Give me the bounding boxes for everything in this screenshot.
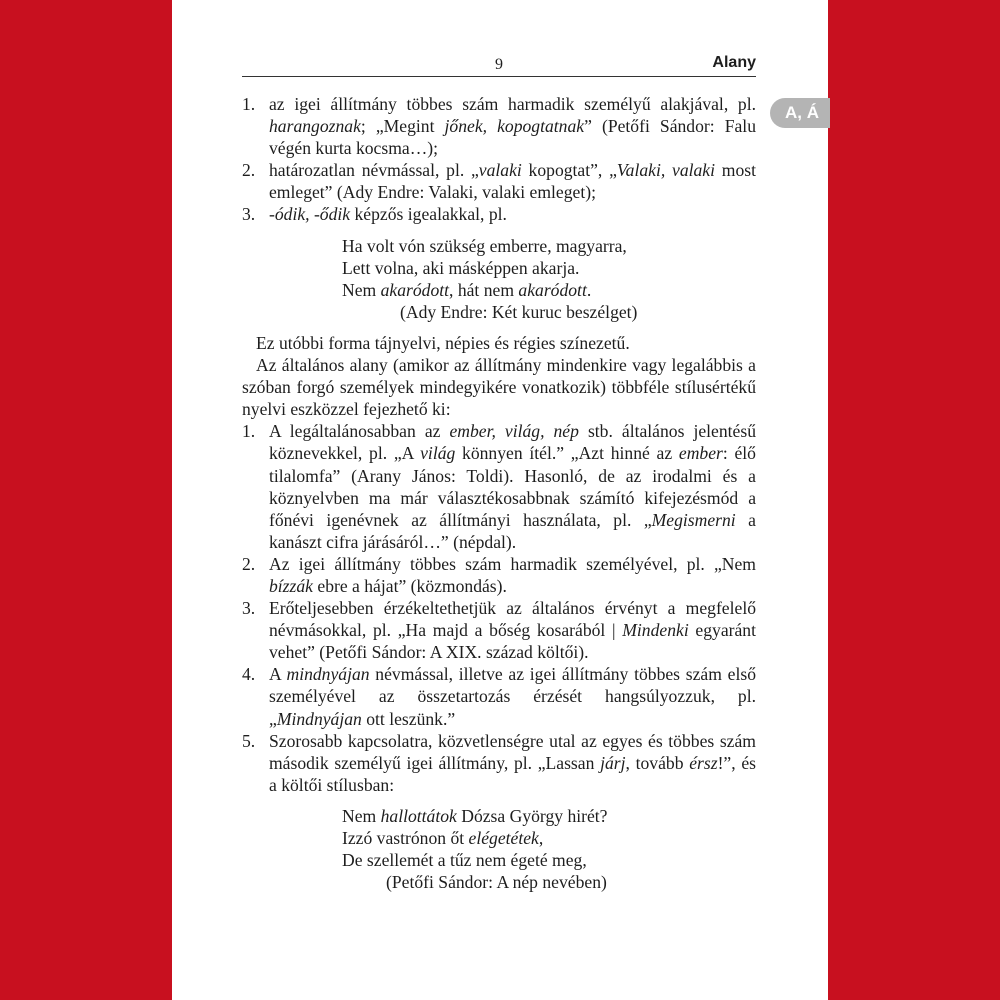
text-run: Erőteljesebben érzékeltethetjük az általános érvényt a megfelelő névmásokkal, pl. „Ha majd a bőség kosarából | — [269, 598, 756, 641]
list-number: 3. — [242, 598, 256, 619]
text-run: stb. általános jelentésű köznevekkel, pl. „A — [269, 421, 756, 464]
list-item — [242, 553, 756, 597]
text-run: ott leszünk.” — [361, 708, 456, 729]
text-run: Nem — [342, 279, 381, 300]
text-run: Az igei állítmány többes szám harmadik személyével, pl. „Nem — [269, 553, 756, 574]
verse-attribution: (Petőfi Sándor: A nép nevében) — [386, 872, 607, 893]
paragraph: Az általános alany (amikor az állítmány mindenkire vagy legalábbis a szóban forgó személyek mindegyikére vonatkozik) többféle stílusértékű nyelvi eszközzel fejezhető ki: — [242, 355, 756, 420]
text-run: könnyen ítél.” „Azt hinné az — [455, 443, 679, 464]
paragraph: Ez utóbbi forma tájnyelvi, népies és régies színezetű. — [256, 332, 630, 353]
page-number: 9 — [495, 56, 503, 73]
list-item — [242, 663, 756, 729]
italic-run: harangoznak — [269, 116, 361, 137]
text-run: névmással, illetve az igei állítmány többes szám első személyével az összetartozás érzését hangsúlyozzuk, pl. „ — [269, 664, 756, 729]
italic-run: bízzák — [269, 575, 313, 596]
page-content — [242, 93, 756, 893]
text-run: Szorosabb kapcsolatra, közvetlenségre utal az egyes és többes szám második személyű igei állítmány, pl. „Lassan — [269, 730, 756, 773]
section-title: Alany — [712, 54, 756, 71]
italic-run: Mindnyájan — [276, 708, 362, 729]
list-item — [242, 730, 756, 796]
chapter-tab[interactable]: A, Á — [770, 98, 830, 128]
list-item — [242, 159, 756, 203]
text-run: , — [538, 828, 544, 848]
text-run: határozatlan névmással, pl. „ — [269, 160, 479, 181]
italic-run: mindnyájan — [286, 664, 370, 685]
text-run: egyaránt vehet” (Petőfi Sándor: A XIX. század költői). — [269, 620, 756, 663]
list-number: 1. — [242, 94, 256, 114]
italic-run: hallottátok — [380, 805, 457, 826]
text-run: !”, és a költői stílusban: — [269, 752, 756, 795]
text-run: : élő tilalomfa” (Arany János: Toldi). Hasonló, de az irodalmi és a köznyelvben ma már választékosabbnak számító kifejezésmód a főnévi igenévnek az állítmányi használata, pl. „ — [269, 443, 756, 530]
verse-line — [342, 257, 756, 279]
list-item — [242, 420, 756, 553]
text-run: . — [586, 279, 592, 300]
text-run: képzős igealakkal, pl. — [350, 204, 507, 225]
verse-line — [342, 805, 756, 827]
list-item — [242, 203, 756, 225]
list-item — [242, 597, 756, 663]
text-run: Ha volt vón szükség emberre, magyarra, — [342, 235, 627, 256]
italic-run: jőnek, kopogtatnak — [444, 116, 585, 137]
verse-quote-1 — [242, 235, 756, 323]
text-run: most emleget” (Ady Endre: Valaki, valaki emleget); — [269, 160, 756, 203]
italic-run: világ — [420, 443, 456, 464]
italic-run: akaródott — [380, 279, 450, 300]
text-run: , tovább — [625, 752, 690, 773]
text-run: ” (Petőfi Sándor: Falu végén kurta kocsma…); — [269, 116, 756, 159]
verse-quote-2 — [242, 805, 756, 893]
italic-run: elégetétek — [468, 828, 539, 848]
italic-run: Valaki, valaki — [616, 160, 716, 181]
text-run: Nem — [342, 805, 381, 826]
list-number: 4. — [242, 664, 256, 685]
list-number: 2. — [242, 160, 256, 181]
text-run: Izzó vastrónon őt — [342, 828, 469, 848]
text-run: az igei állítmány többes szám harmadik személyű alakjával, pl. — [269, 94, 756, 114]
text-run: Lett volna, aki másképpen akarja. — [342, 257, 580, 278]
text-run: A legáltalánosabban az — [269, 421, 450, 442]
italic-run: érsz — [689, 752, 718, 773]
verse-line — [342, 279, 756, 301]
text-run: De szellemét a tűz nem égeté meg, — [342, 850, 587, 871]
list-number: 1. — [242, 421, 256, 442]
italic-run: -ódik, -ődik — [269, 204, 351, 225]
running-header — [242, 52, 756, 77]
text-run: ; „Megint — [360, 116, 445, 137]
italic-run: Mindenki — [622, 620, 689, 641]
book-page — [172, 0, 828, 1000]
italic-run: Megismerni — [651, 509, 736, 530]
text-run: kopogtat”, „ — [521, 160, 617, 181]
verse-attribution: (Ady Endre: Két kuruc beszélget) — [400, 301, 638, 322]
verse-line — [342, 849, 756, 871]
list-number: 2. — [242, 553, 256, 574]
text-run: , hát nem — [449, 279, 519, 300]
text-run: a kanászt cifra járásáról…” (népdal). — [269, 509, 756, 552]
italic-run: ember, világ, nép — [449, 421, 579, 442]
example-list-2 — [242, 420, 756, 796]
text-run: ebre a hájat” (közmondás). — [312, 575, 507, 596]
list-number: 3. — [242, 204, 256, 225]
verse-line — [342, 827, 756, 849]
example-list-1 — [242, 93, 756, 226]
italic-run: ember — [678, 443, 723, 464]
verse-line — [342, 235, 756, 257]
text-run: Dózsa György hirét? — [456, 805, 608, 826]
italic-run: valaki — [478, 160, 522, 181]
text-run: A — [269, 664, 287, 685]
list-item — [242, 93, 756, 159]
italic-run: járj — [600, 752, 626, 773]
italic-run: akaródott — [518, 279, 587, 300]
list-number: 5. — [242, 730, 256, 751]
